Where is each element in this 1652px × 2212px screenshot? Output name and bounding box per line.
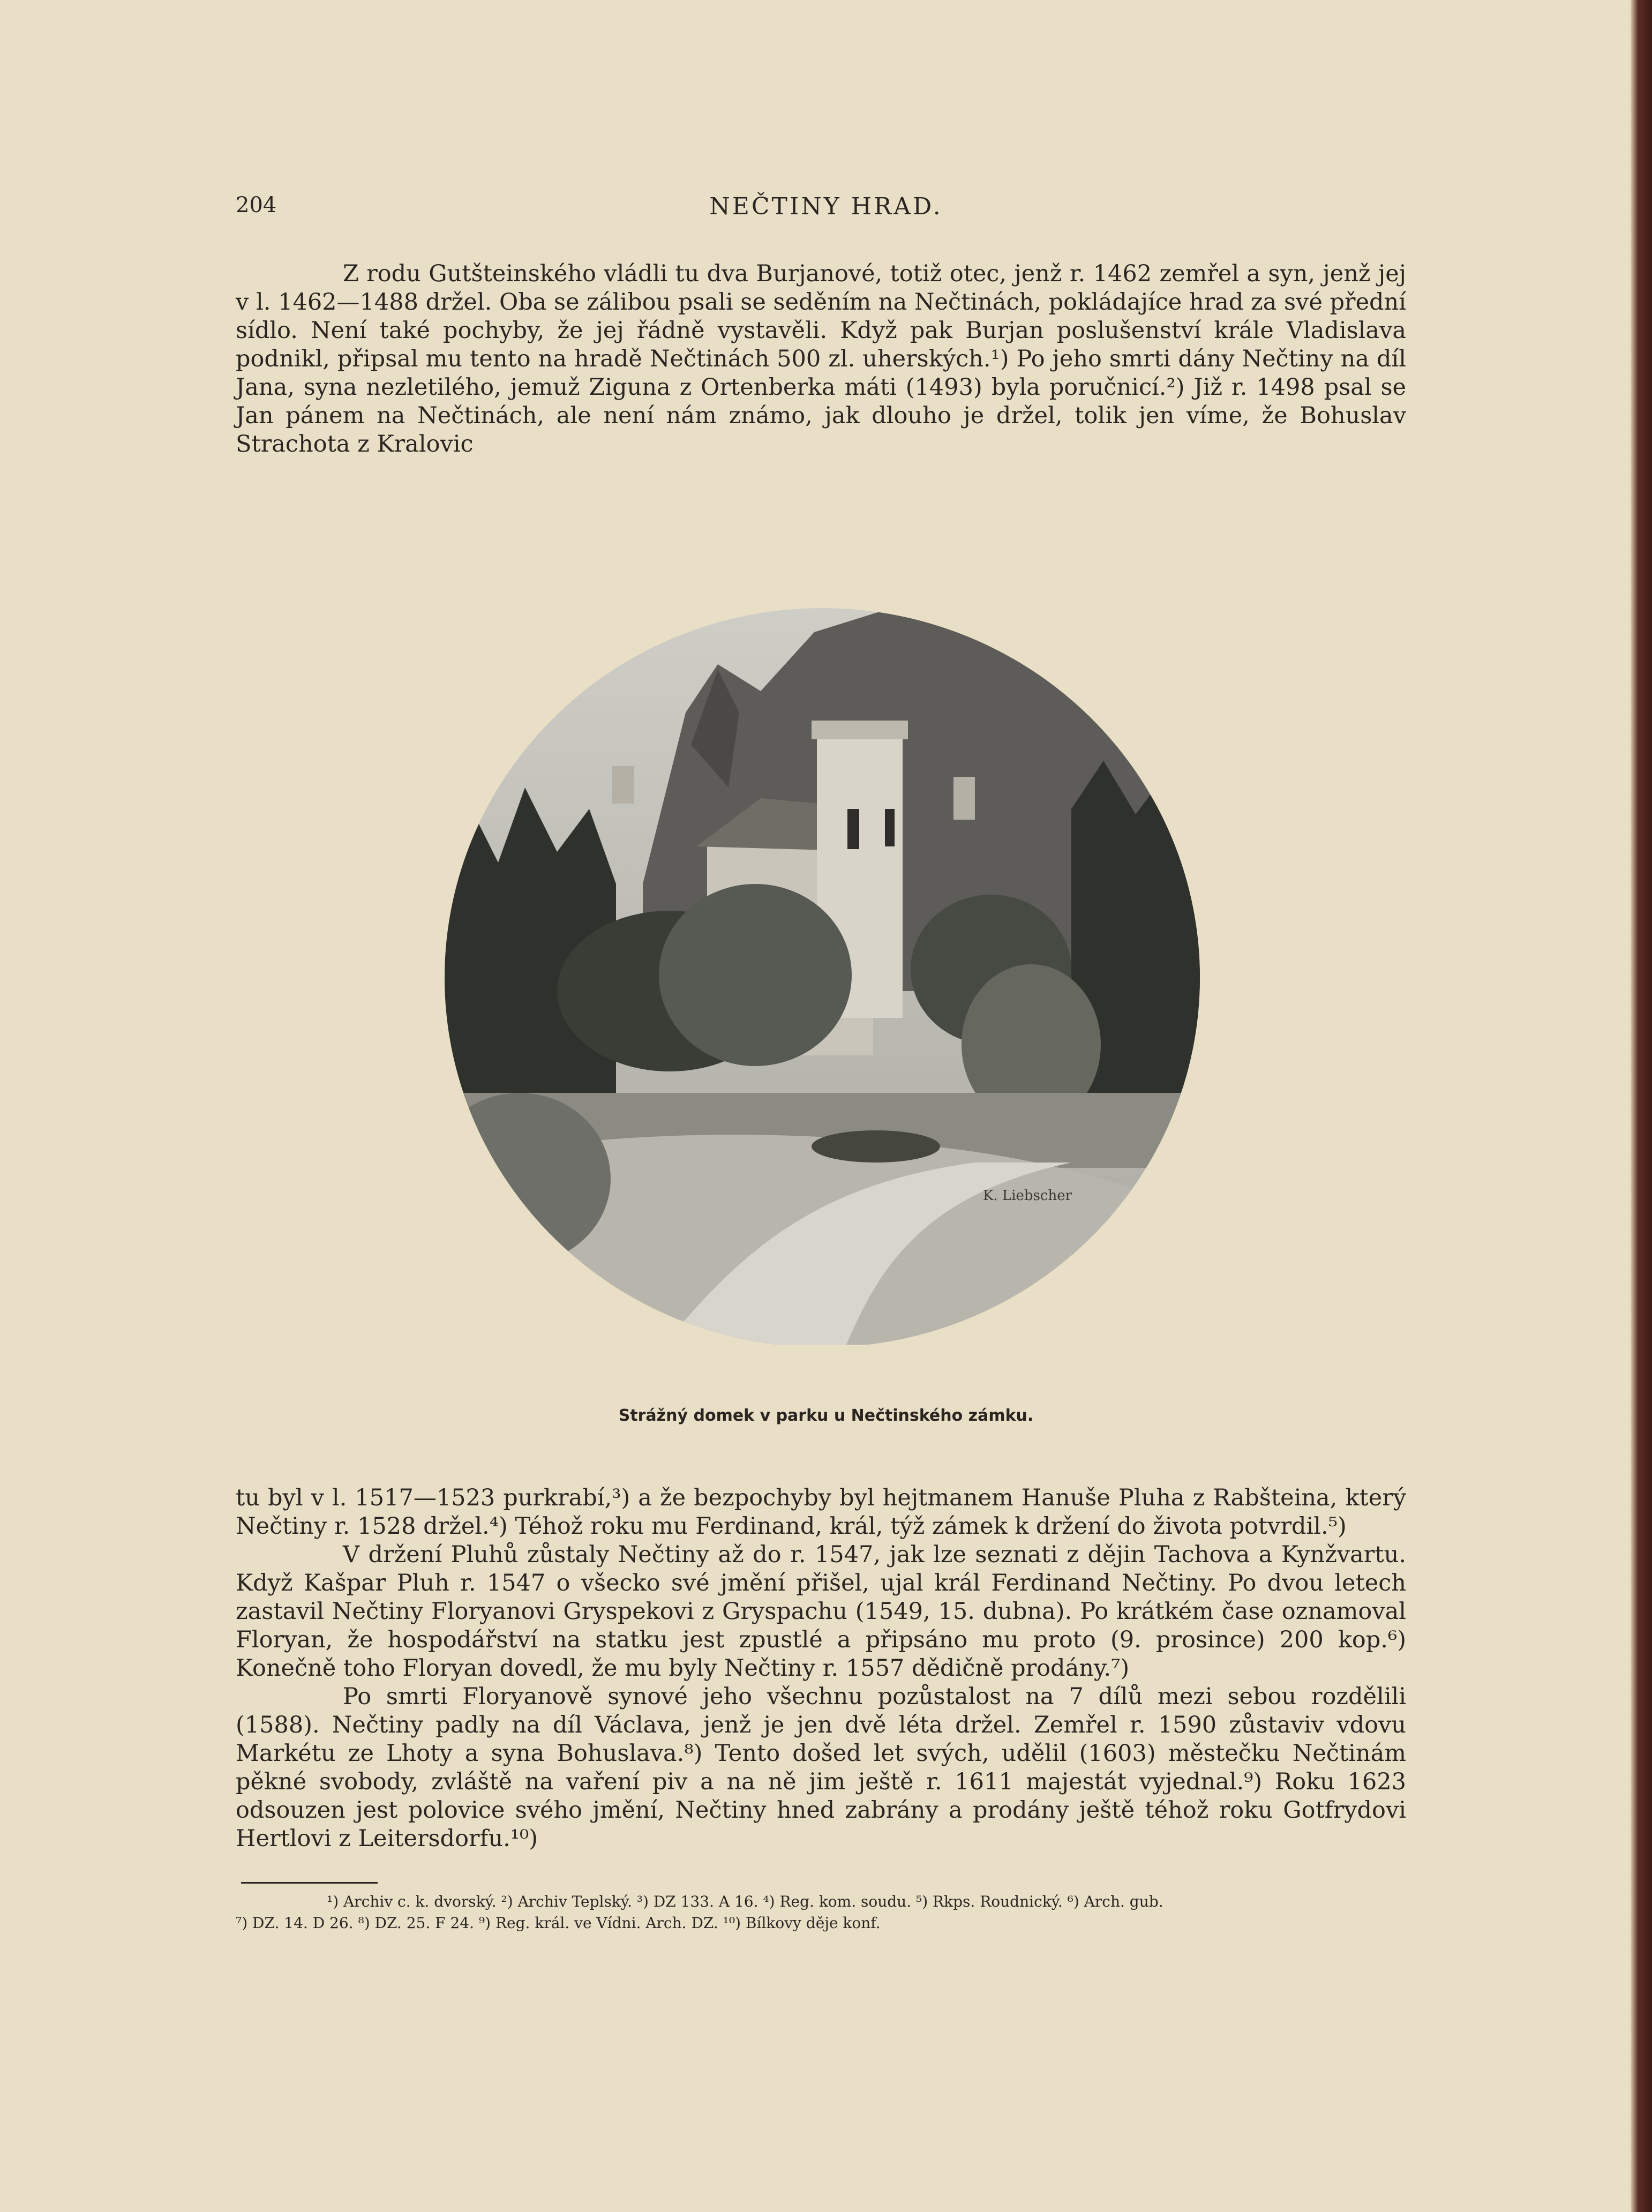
paragraph-4-text: Po smrti Floryanově synové jeho všechnu pozůstalost na 7 dílů mezi sebou rozdělili (1588). Nečtiny padly na díl Václava, jenž je jen dvě léta držel. Zemřel r. 1590 zůstaviv vdovu Markétu ze Lhoty a syna Bohuslava.⁸) Tento došed let svých, udělil (1603) městečku Nečtinám pěkné svobody, zvláště na vaření piv a na ně jim ještě r. 1611 majestát vyjednal.⁹) Roku 1623 odsouzen jest polovice svého jmění, Nečtiny hned zabrány a prodány ještě téhož roku Gotfrydovi Hertlovi z Leitersdorfu.¹⁰) <box>236 1683 1406 1852</box>
paragraph-3-text: V držení Pluhů zůstaly Nečtiny až do r. 1547, jak lze seznati z dějin Tachova a Kynžvartu. Když Kašpar Pluh r. 1547 o všecko své jmění přišel, ujal král Ferdinand Nečtiny. Po dvou letech zastavil Nečtiny Floryanovi Gryspekovi z Gryspachu (1549, 15. dubna). Po krátkém čase oznamoval Floryan, že hospodářství na statku jest zpustlé a připsáno mu proto (9. prosince) 200 kop.⁶) Konečně toho Floryan dovedl, že mu byly Nečtiny r. 1557 dědičně prodány.⁷) <box>236 1541 1406 1682</box>
castle-park-illustration <box>439 584 1205 1345</box>
figure-caption: Strážný domek v parku u Nečtinského zámku. <box>618 1406 1034 1425</box>
footnotes <box>236 1891 1406 1934</box>
running-title: NEČTINY HRAD. <box>709 193 943 220</box>
illustration-signature: K. Liebscher <box>983 1188 1072 1204</box>
footnote-separator <box>241 1882 378 1884</box>
paragraphs-2-4 <box>236 1484 1406 1853</box>
page-number: 204 <box>236 193 277 218</box>
page-edge <box>1631 0 1652 2212</box>
footnotes-line-1: ¹) Archiv c. k. dvorský. ²) Archiv Teplský. ³) DZ 133. A 16. ⁴) Reg. kom. soudu. ⁵) Rkps. Roudnický. ⁶) Arch. gub. <box>327 1893 1163 1910</box>
footnotes-line-2: ⁷) DZ. 14. D 26. ⁸) DZ. 25. F 24. ⁹) Reg. král. ve Vídni. Arch. DZ. ¹⁰) Bílkovy děje konf. <box>236 1914 881 1932</box>
paragraph-1-text: Z rodu Gutšteinského vládli tu dva Burjanové, totiž otec, jenž r. 1462 zemřel a syn, jenž jej v l. 1462—1488 držel. Oba se zálibou psali se seděním na Nečtinách, pokládajíce hrad za své přední sídlo. Není také pochyby, že jej řádně vystavěli. Když pak Burjan poslušenství krále Vladislava podnikl, připsal mu tento na hradě Nečtinách 500 zl. uherských.¹) Po jeho smrti dány Nečtiny na díl Jana, syna nezletilého, jemuž Ziguna z Ortenberka máti (1493) byla poručnicí.²) Již r. 1498 psal se Jan pánem na Nečtinách, ale není nám známo, jak dlouho je držel, tolik jen víme, že Bohuslav Strachota z Kralovic <box>236 260 1406 458</box>
paragraph-1 <box>236 260 1406 459</box>
paragraph-2-text: tu byl v l. 1517—1523 purkrabí,³) a že bezpochyby byl hejtmanem Hanuše Pluha z Rabšteina, který Nečtiny r. 1528 držel.⁴) Téhož roku mu Ferdinand, král, týž zámek k držení do života potvrdil.⁵) <box>236 1484 1406 1540</box>
